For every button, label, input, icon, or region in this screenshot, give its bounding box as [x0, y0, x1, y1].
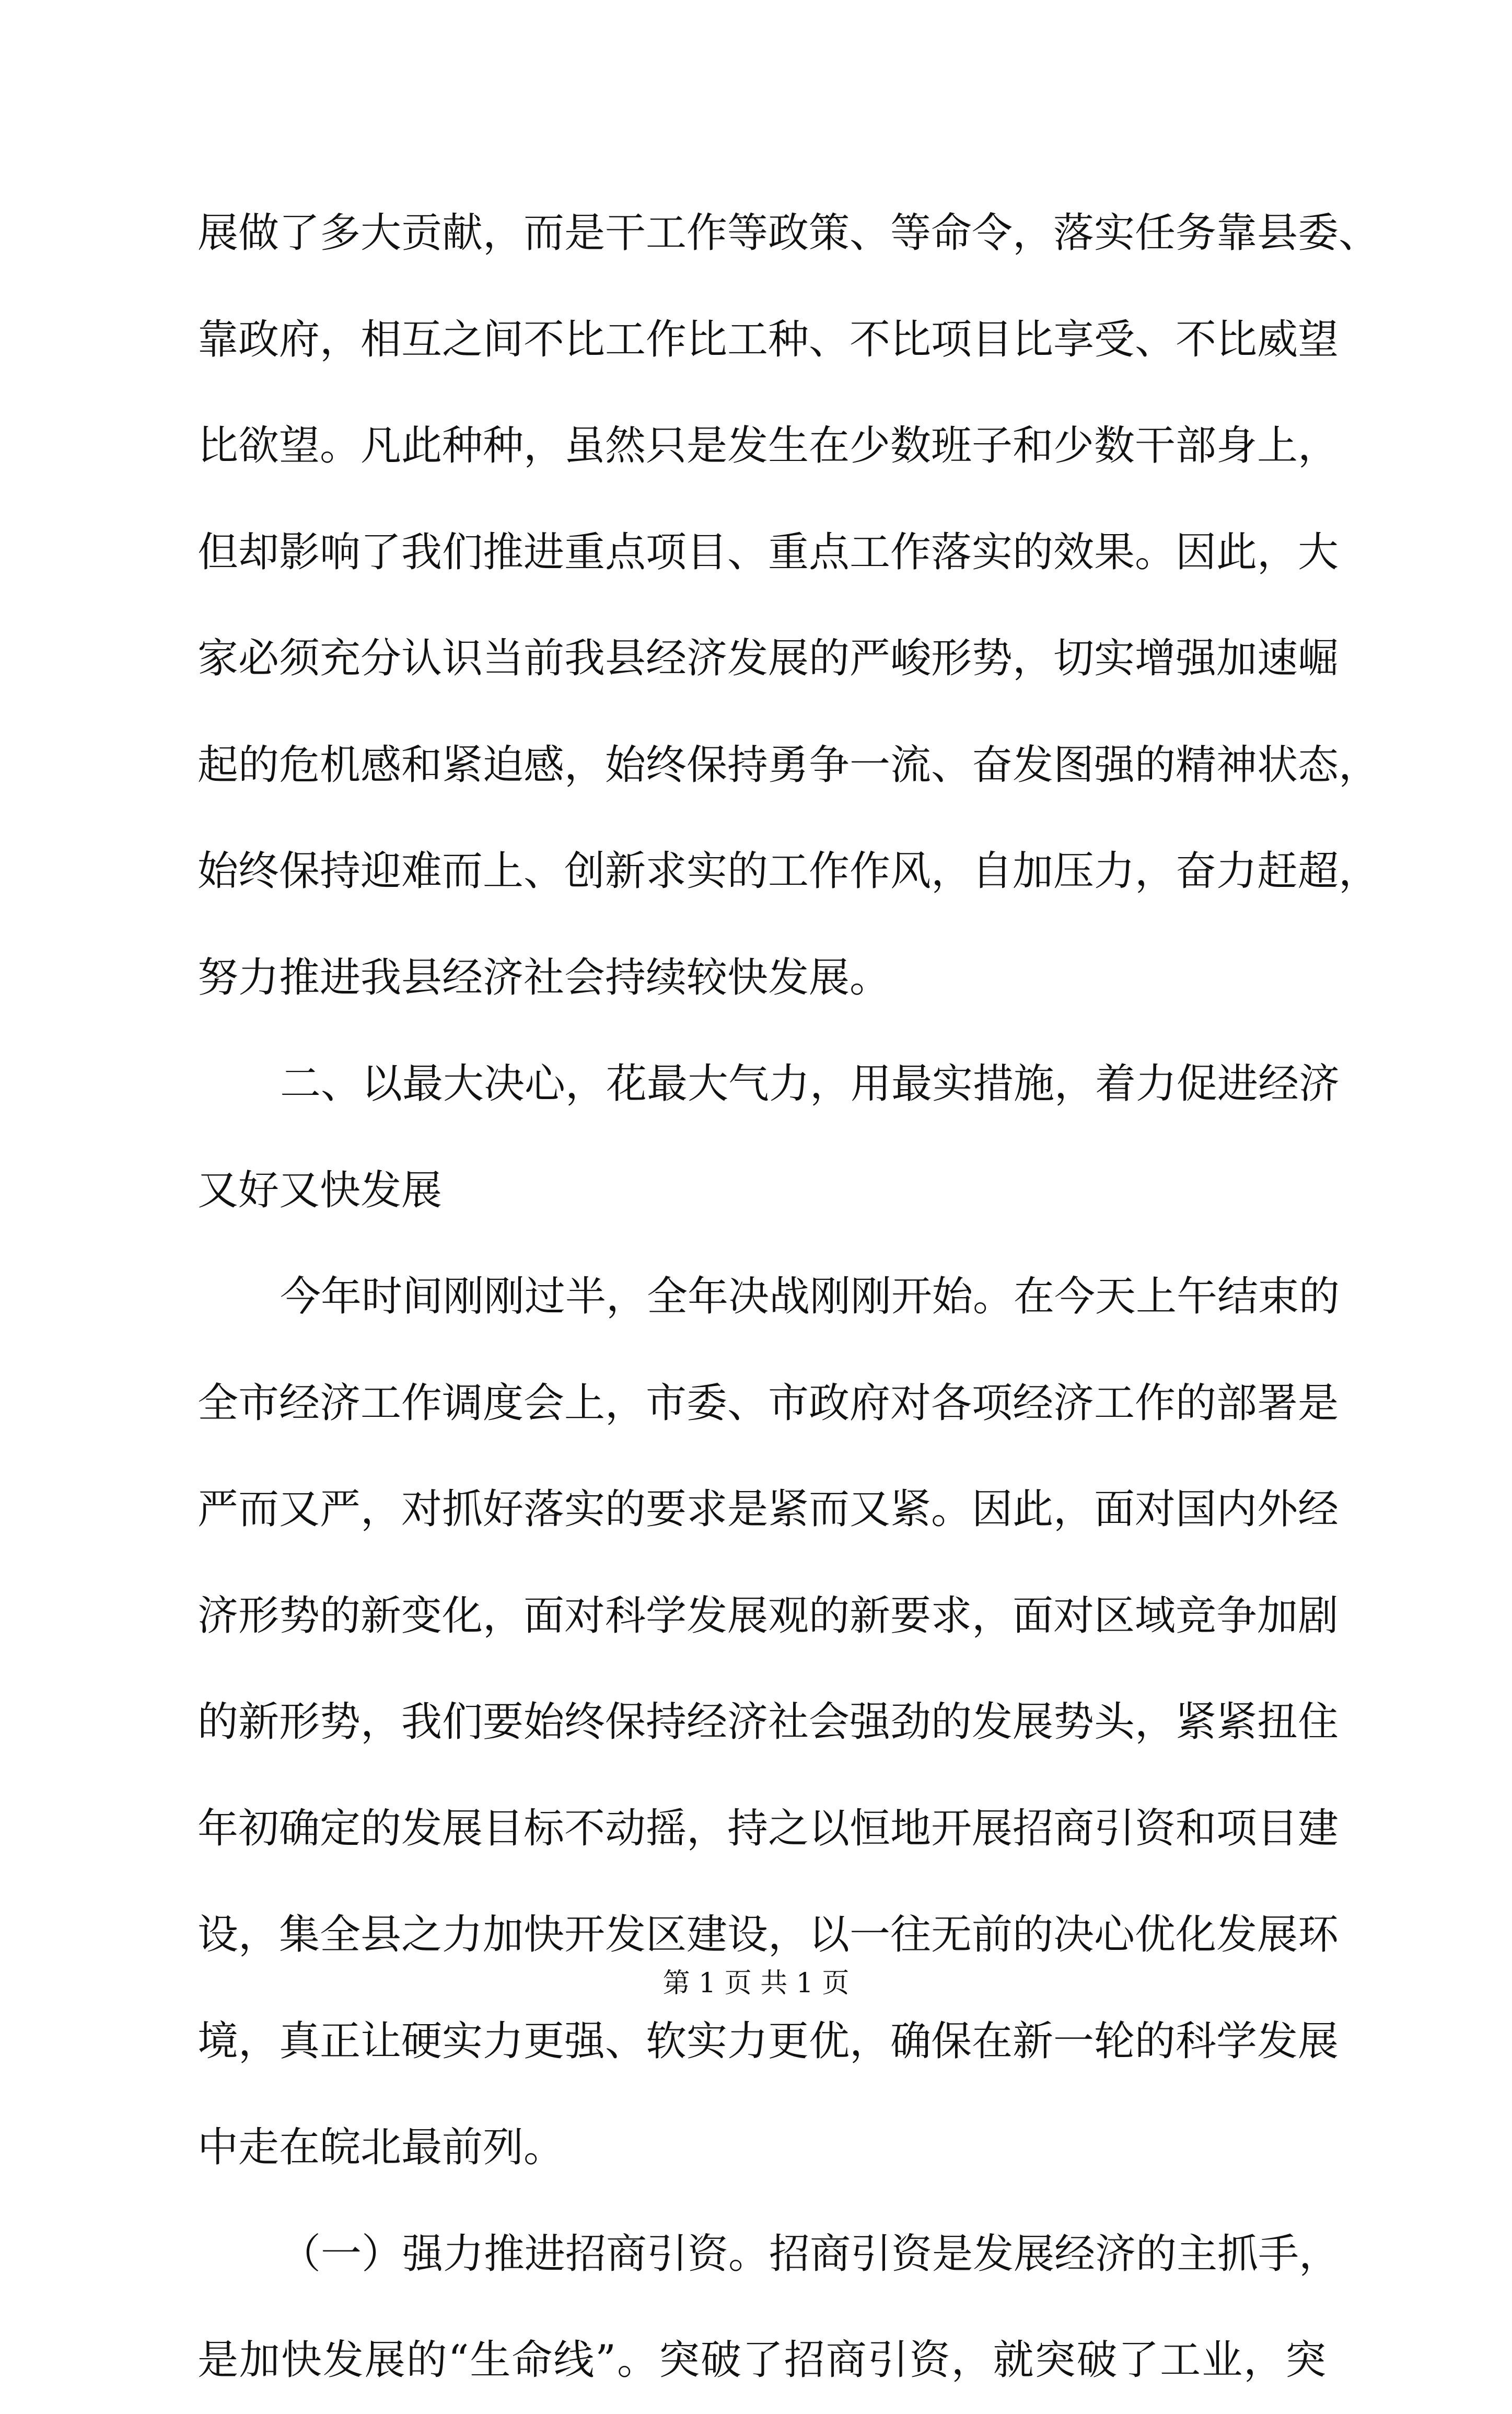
text-line: 境，真正让硬实力更强、软实力更优，确保在新一轮的科学发展	[197, 2017, 1339, 2065]
text-line: 的新形势，我们要始终保持经济社会强劲的发展势头，紧紧扭住	[197, 1699, 1339, 1746]
text-line: 但却影响了我们推进重点项目、重点工作落实的效果。因此，大	[197, 528, 1339, 576]
text-line: 比欲望。凡此种种，虽然只是发生在少数班子和少数干部身上，	[197, 422, 1339, 469]
text-line: 是加快发展的“生命线”。突破了招商引资，就突破了工业，突	[197, 2337, 1326, 2384]
text-line: 设，集全县之力加快开发区建设，以一往无前的决心优化发展环	[197, 1911, 1339, 1958]
page-footer: 第 1 页 共 1 页	[662, 1968, 850, 1999]
text-line: 家必须充分认识当前我县经济发展的严峻形势，切实增强加速崛	[197, 635, 1339, 682]
text-line: 年初确定的发展目标不动摇，持之以恒地开展招商引资和项目建	[197, 1805, 1339, 1852]
text-line: 全市经济工作调度会上，市委、市政府对各项经济工作的部署是	[197, 1379, 1339, 1427]
section-heading-line: 又好又快发展	[197, 1166, 443, 1214]
text-line: 靠政府，相互之间不比工作比工种、不比项目比享受、不比威望	[197, 316, 1339, 363]
section-heading-line: 二、以最大决心，花最大气力，用最实措施，着力促进经济	[280, 1060, 1340, 1107]
text-line: 展做了多大贡献，而是干工作等政策、等命令，落实任务靠县委、	[197, 210, 1380, 257]
text-line: 努力推进我县经济社会持续较快发展。	[197, 954, 891, 1001]
text-line: 严而又严，对抓好落实的要求是紧而又紧。因此，面对国内外经	[197, 1486, 1339, 1533]
text-line: 济形势的新变化，面对科学发展观的新要求，面对区域竞争加剧	[197, 1592, 1339, 1639]
text-line: 始终保持迎难而上、创新求实的工作作风，自加压力，奋力赶超，	[197, 848, 1380, 895]
text-line: （一）强力推进招商引资。招商引资是发展经济的主抓手，	[280, 2230, 1340, 2278]
text-line: 中走在皖北最前列。	[197, 2124, 565, 2171]
text-line: 起的危机感和紧迫感，始终保持勇争一流、奋发图强的精神状态，	[197, 741, 1380, 789]
document-body	[197, 180, 1380, 2414]
text-line: 今年时间刚刚过半，全年决战刚刚开始。在今天上午结束的	[280, 1273, 1340, 1320]
